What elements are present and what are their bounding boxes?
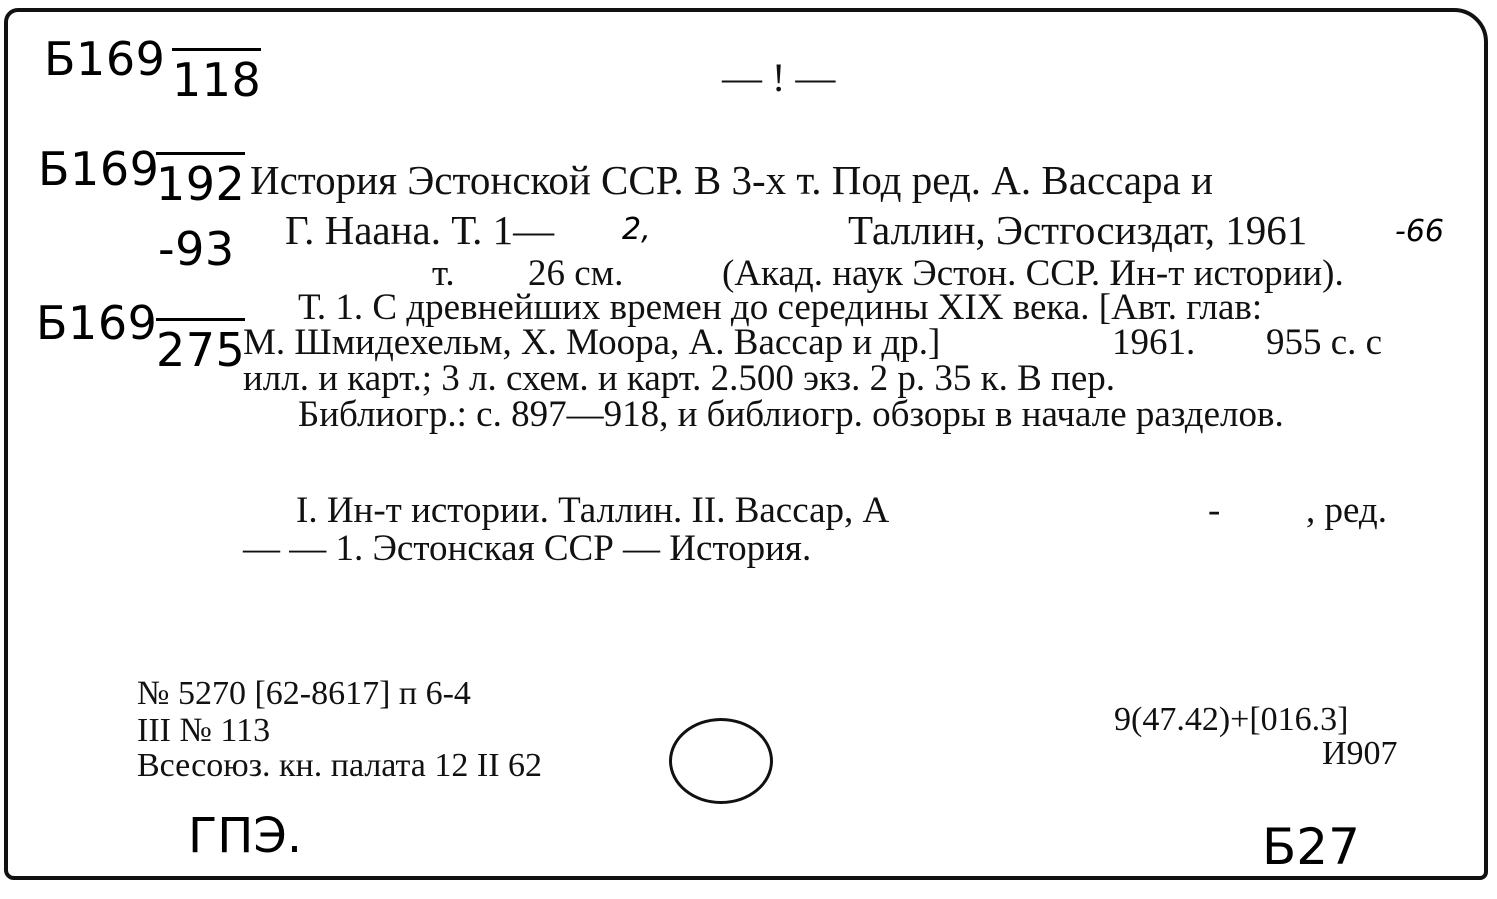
footer-right-line-2: И907 (1322, 735, 1398, 772)
entry-line-3c: (Акад. наук Эстон. ССР. Ин-т истории). (722, 253, 1344, 294)
shelfmark-3-number: 275 (156, 318, 245, 377)
entry-line-5c: 955 с. с (1266, 322, 1383, 363)
footer-left-line-3: Всесоюз. кн. палата 12 II 62 (137, 747, 543, 784)
subjects-line-1a: I. Ин-т истории. Таллин. II. Вассар, А (296, 490, 890, 531)
entry-line-7: Библиогр.: с. 897—918, и библиогр. обзоры в начале разделов. (298, 394, 1284, 435)
subjects-line-1b: - (1208, 490, 1221, 531)
footer-left-line-1: № 5270 [62-8617] п 6-4 (137, 675, 471, 712)
entry-line-1: История Эстонской ССР. В 3-х т. Под ред. А. Вассара и (250, 157, 1213, 203)
entry-line-4: Т. 1. С древнейших времен до середины XIX века. [Авт. глав: (298, 287, 1263, 328)
entry-line-5b: 1961. (1112, 322, 1196, 363)
handwritten-mark-left: ГПЭ. (188, 808, 303, 864)
footer-left-line-2: III № 113 (137, 712, 271, 749)
entry-line-2a: Г. Наана. Т. 1— (285, 207, 555, 253)
entry-line-6: илл. и карт.; 3 л. схем. и карт. 2.500 экз. 2 р. 35 к. В пер. (243, 358, 1116, 399)
subjects-line-2: — — 1. Эстонская ССР — История. (243, 528, 812, 569)
entry-line-2-handwritten: 2, (622, 212, 651, 247)
entry-line-3b: 26 см. (528, 253, 624, 294)
shelfmark-1-code: Б169 (44, 32, 166, 86)
handwritten-mark-right: Б27 (1262, 818, 1360, 876)
shelfmark-2-suffix: -93 (158, 222, 235, 276)
shelfmark-2-number: 192 (156, 152, 245, 211)
footer-right-line-1: 9(47.42)+[016.3] (1114, 701, 1349, 738)
entry-line-5a: М. Шмидехельм, Х. Моора, А. Вассар и др.] (243, 322, 941, 363)
entry-line-2b: Таллин, Эстгосиздат, 1961 (848, 207, 1308, 253)
shelfmark-1-number: 118 (172, 48, 261, 107)
entry-line-2-handwritten-end: -66 (1395, 214, 1444, 249)
entry-line-3a: т. (432, 253, 455, 294)
shelfmark-3-code: Б169 (36, 296, 158, 350)
stamp-oval (669, 718, 773, 804)
subjects-line-1c: , ред. (1306, 490, 1388, 531)
shelfmark-2-code: Б169 (38, 142, 160, 196)
page-mark: — ! — (722, 55, 836, 100)
